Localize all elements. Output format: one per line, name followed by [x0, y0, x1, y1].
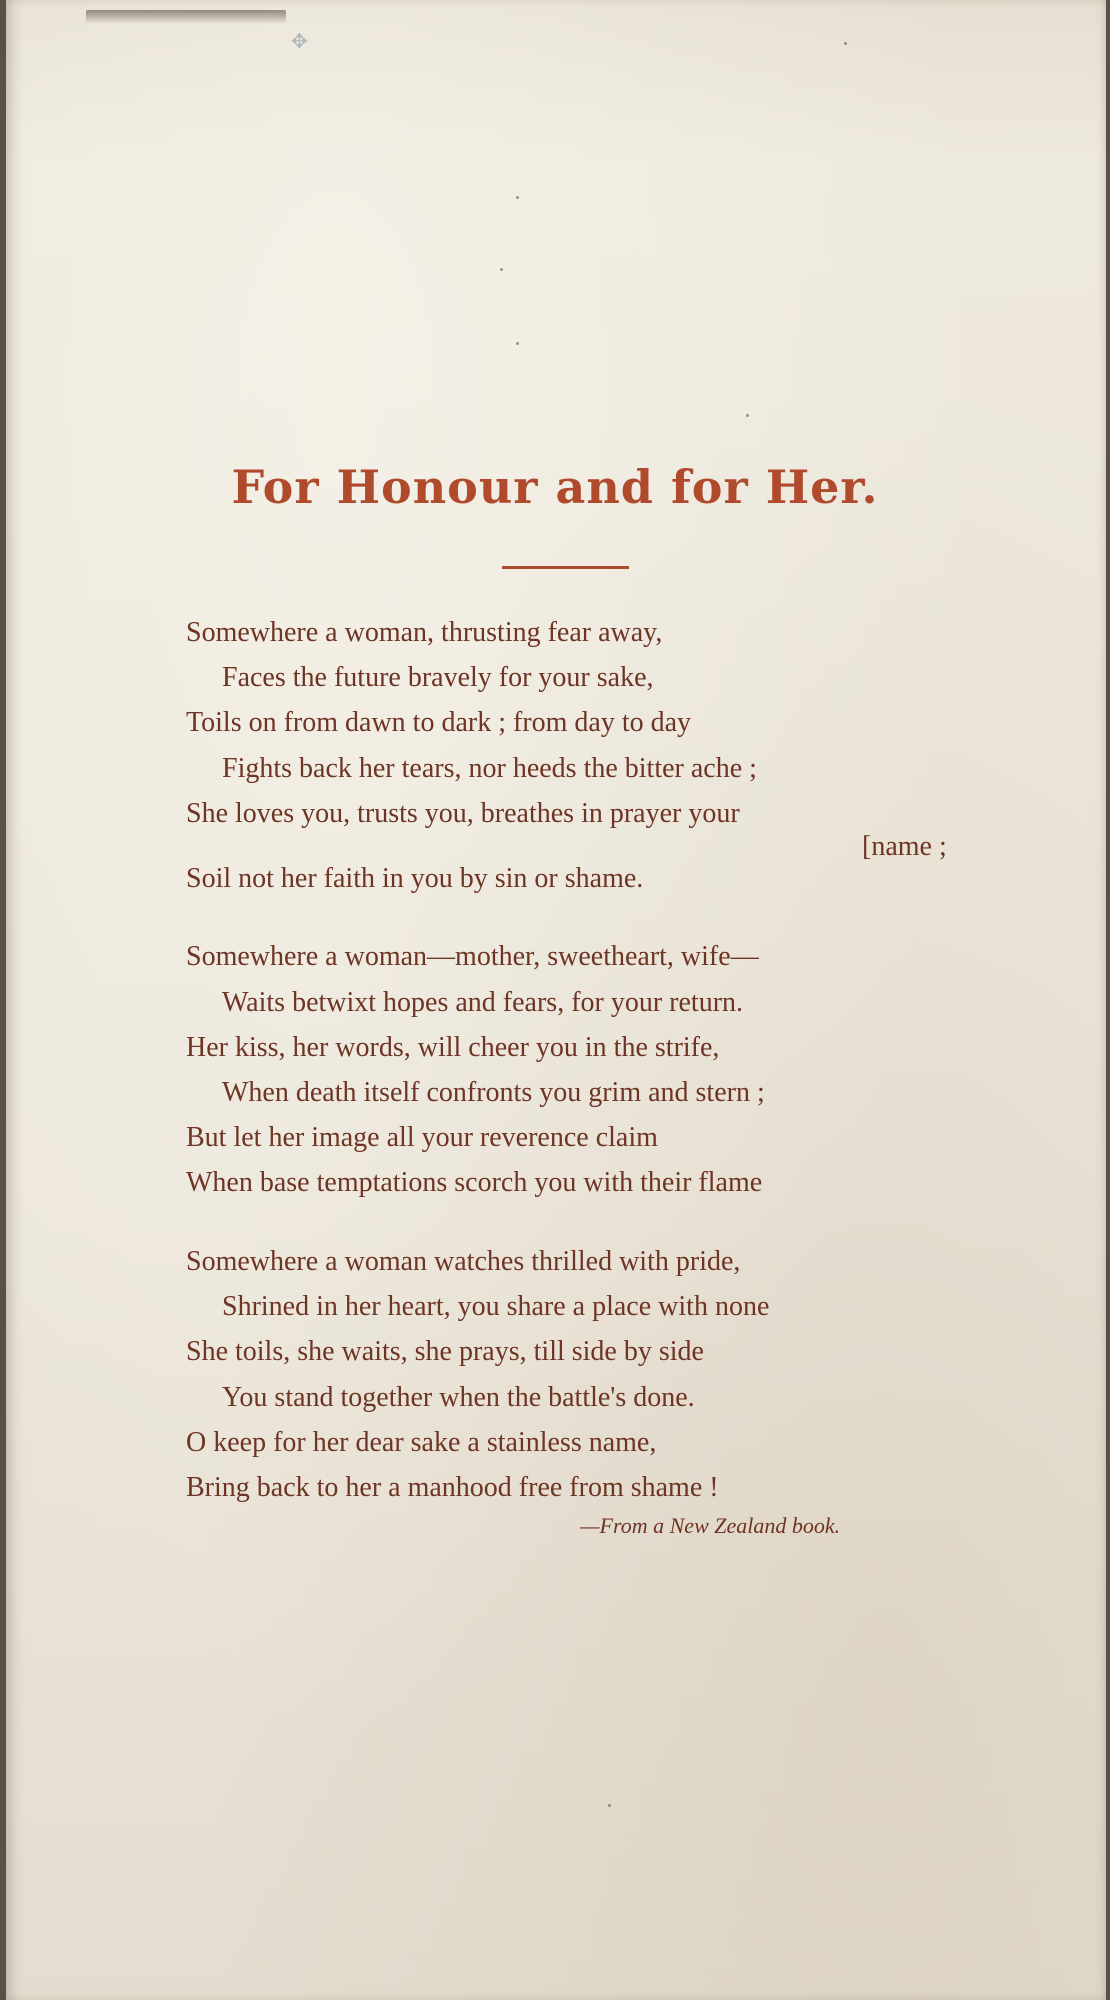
poem-line: You stand together when the battle's done. — [222, 1382, 695, 1413]
poem-line: Faces the future bravely for your sake, — [222, 662, 654, 693]
poem-line: O keep for her dear sake a stainless name, — [186, 1427, 657, 1458]
poem-line: Bring back to her a manhood free from shame ! — [186, 1472, 719, 1503]
embossed-mark-icon: ✥ — [291, 29, 308, 53]
poem-line: Waits betwixt hopes and fears, for your return. — [222, 987, 744, 1018]
source-credit: —From a New Zealand book. — [580, 1513, 841, 1538]
paper-speck — [516, 342, 519, 345]
poem-line: When base temptations scorch you with their flame — [186, 1167, 763, 1198]
page-edge-shadow — [86, 10, 286, 24]
paper-speck — [608, 1804, 611, 1807]
poem-line: Toils on from dawn to dark ; from day to day — [186, 707, 692, 738]
poem-line: [name ; — [862, 831, 947, 862]
paper-speck — [516, 196, 519, 199]
paper-speck — [746, 414, 749, 417]
poem-line: Somewhere a woman watches thrilled with pride, — [186, 1246, 741, 1277]
poem-line: Her kiss, her words, will cheer you in the strife, — [186, 1032, 720, 1063]
poem-line: Somewhere a woman, thrusting fear away, — [186, 617, 663, 648]
paper-speck — [844, 42, 847, 45]
poem-line: She loves you, trusts you, breathes in prayer your — [186, 798, 740, 829]
poem-line: Soil not her faith in you by sin or shame. — [186, 863, 644, 894]
poem-line: She toils, she waits, she prays, till side by side — [186, 1336, 704, 1367]
poem-line: Shrined in her heart, you share a place with none — [222, 1291, 770, 1322]
poem-title: For Honour and for Her. — [231, 460, 879, 514]
poem-line: Fights back her tears, nor heeds the bitter ache ; — [222, 753, 757, 784]
poem-line: Somewhere a woman—mother, sweetheart, wife— — [186, 941, 759, 972]
poem-line: But let her image all your reverence claim — [186, 1122, 658, 1153]
title-divider — [502, 566, 629, 569]
paper-speck — [500, 268, 503, 271]
poem-line: When death itself confronts you grim and stern ; — [222, 1077, 765, 1108]
